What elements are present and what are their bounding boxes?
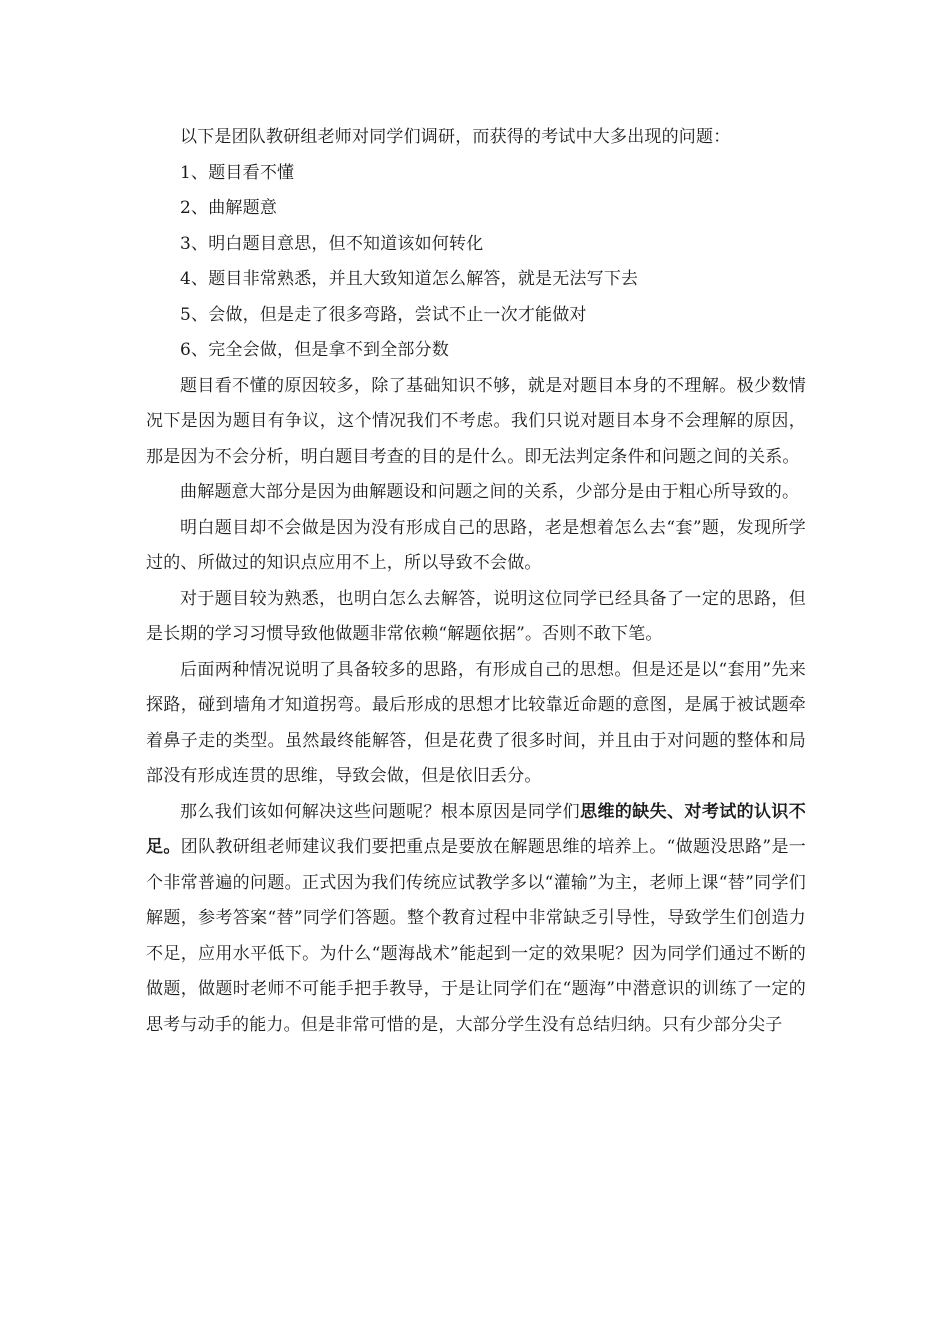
document-page (146, 120, 806, 1043)
body-paragraph: 明白题目却不会做是因为没有形成自己的思路，老是想着怎么去“套”题，发现所学过的、所做过的知识点应用不上，所以导致不会做。 (146, 517, 806, 573)
final-text-emphasis: 思维的缺失、对考试的认识不足。 (146, 801, 806, 857)
problem-item: 2、曲解题意 (180, 198, 278, 218)
body-paragraph: 曲解题意大部分是因为曲解题设和问题之间的关系，少部分是由于粗心所导致的。 (180, 482, 800, 502)
final-text-end: 团队教研组老师建议我们要把重点是要放在解题思维的培养上。“做题没思路”是一个非常普遍的问题。正式因为我们传统应试教学多以“灌输”为主，老师上课“替”同学们解题，参考答案“替”同学们答题。整个教育过程中非常缺乏引导性，导致学生们创造力不足，应用水平低下。为什么“题海战术”能起到一定的效果呢？因为同学们通过不断的做题，做题时老师不可能手把手教导，于是让同学们在“题海”中潜意识的训练了一定的思考与动手的能力。但是非常可惜的是，大部分学生没有总结归纳。只有少部分尖子 (146, 837, 807, 1035)
problem-item: 5、会做，但是走了很多弯路，尝试不止一次才能做对 (180, 304, 587, 325)
final-text-start: 那么我们该如何解决这些问题呢？根本原因是同学们 (180, 801, 581, 822)
body-paragraph: 对于题目较为熟悉，也明白怎么去解答，说明这位同学已经具备了一定的思路，但是长期的学习习惯导致他做题非常依赖“解题依据”。否则不敢下笔。 (146, 588, 806, 644)
problem-item: 4、题目非常熟悉，并且大致知道怎么解答，就是无法写下去 (180, 269, 639, 289)
problem-item: 3、明白题目意思，但不知道该如何转化 (180, 233, 484, 254)
body-paragraph: 题目看不懂的原因较多，除了基础知识不够，就是对题目本身的不理解。极少数情况下是因为题目有争议，这个情况我们不考虑。我们只说对题目本身不会理解的原因，那是因为不会分析，明白题目考查的目的是什么。即无法判定条件和问题之间的关系。 (146, 375, 806, 467)
intro-paragraph: 以下是团队教研组老师对同学们调研，而获得的考试中大多出现的问题： (180, 127, 731, 147)
final-paragraph (146, 795, 806, 1044)
problem-item: 1、题目看不懂 (180, 162, 295, 183)
body-paragraph: 后面两种情况说明了具备较多的思路，有形成自己的思想。但是还是以“套用”先来探路，碰到墙角才知道拐弯。最后形成的思想才比较靠近命题的意图，是属于被试题牵着鼻子走的类型。虽然最终能解答，但是花费了很多时间，并且由于对问题的整体和局部没有形成连贯的思维，导致会做，但是依旧丢分。 (146, 659, 806, 786)
problem-item: 6、完全会做，但是拿不到全部分数 (180, 340, 450, 360)
